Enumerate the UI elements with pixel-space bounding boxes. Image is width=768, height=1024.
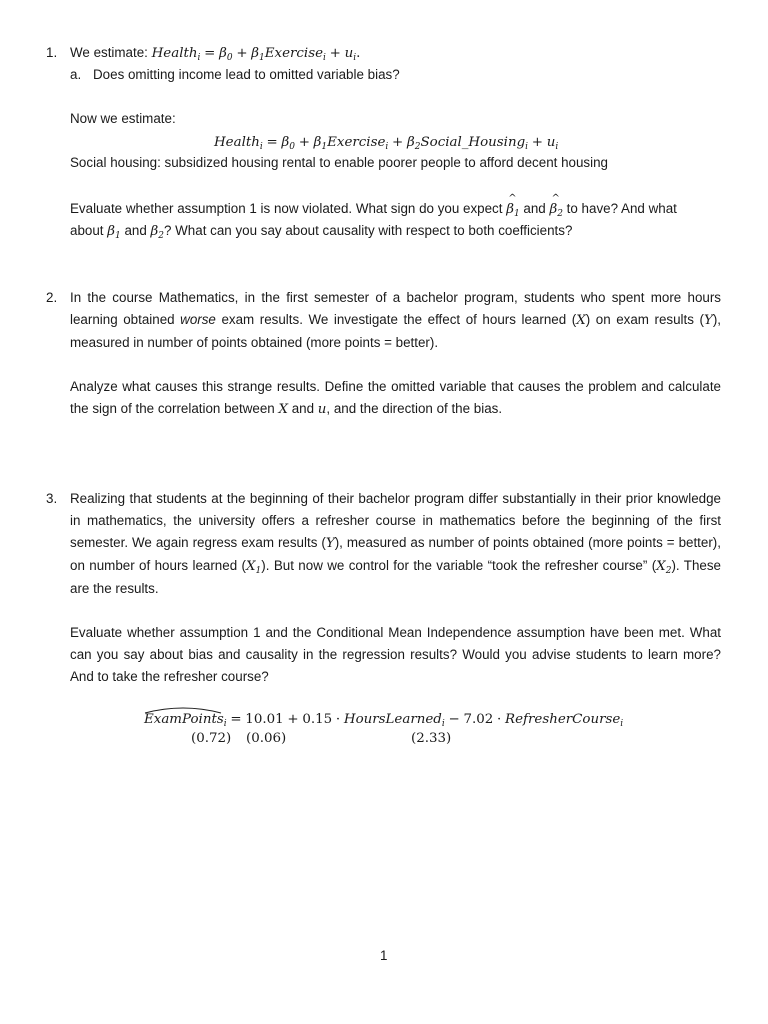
- question-1-evaluate-line-2: about $\beta_1$ and $\beta_2$? What can you say about causality with respect to both coefficients?: [70, 223, 573, 241]
- social-housing-definition: Social housing: subsidized housing rental to enable poorer people to afford decent housing: [70, 155, 608, 170]
- page-number: 1: [380, 948, 388, 963]
- question-2-number: 2.: [46, 290, 58, 305]
- question-1-model: We estimate: Health$_i$ = $\beta_0$ + $\beta_1Exercise_i + u_i$.: [70, 45, 361, 63]
- question-3-number: 3.: [46, 491, 58, 506]
- se-refresher: (2.33): [411, 731, 452, 746]
- eq-coef-refresher: 7.02: [463, 712, 494, 727]
- question-1a-text: Does omitting income lead to omitted variable bias?: [93, 67, 400, 82]
- se-intercept: (0.72): [191, 731, 232, 746]
- eq-intercept: 10.01: [245, 712, 284, 727]
- question-1a-label: a.: [70, 67, 82, 82]
- question-2-paragraph-2: Analyze what causes this strange results. Define the omitted variable that causes the problem and calculate the sign of the correlation between X and u, and the direction of the bias.: [70, 379, 721, 417]
- eq-coef-hours: 0.15: [302, 712, 333, 727]
- question-1-evaluate-line-1: Evaluate whether assumption 1 is now violated. What sign do you expect ^ $\beta_1$ and ^ $\beta_2$ to have? And what: [70, 201, 677, 217]
- question-3-paragraph-2: Evaluate whether assumption 1 and the Conditional Mean Independence assumption have been met. What can you say about bias and causality in the regression results? Would you advise students to learn more? And to take the refresher course?: [70, 625, 721, 684]
- question-1-lead: We estimate:: [70, 45, 152, 60]
- question-3-paragraph-1: Realizing that students at the beginning of their bachelor program differ substantially in their prior knowledge in mathematics, the university offers a refresher course in mathematics before the beginning of the first semester. We again regress exam results (Y), measured as number of points obtained (more points = better), on number of hours learned $(X_1)$. But now we control for the variable “took the refresher course” $(X_2)$. These are the results.: [70, 491, 721, 596]
- emphasis-worse: worse: [180, 312, 216, 327]
- now-we-estimate: Now we estimate:: [70, 111, 176, 126]
- question-1-extended-model: Health$_i$ = $\beta_0$ + $\beta_1Exercise_i$ + $\beta_2Social\_Housing_i + u_i$: [214, 135, 559, 152]
- se-hours: (0.06): [246, 731, 287, 746]
- regression-equation: ExamPoints $_i$ = 10.01 + 0.15 · HoursLearned$_i$ − 7.02 · RefresherCourse$_i$: [144, 711, 623, 727]
- question-1-number: 1.: [46, 45, 58, 60]
- question-2-paragraph-1: In the course Mathematics, in the first semester of a bachelor program, students who spent more hours learning obtained worse exam results. We investigate the effect of hours learned (X) on exam results (Y), measured in number of points obtained (more points = better).: [70, 290, 722, 350]
